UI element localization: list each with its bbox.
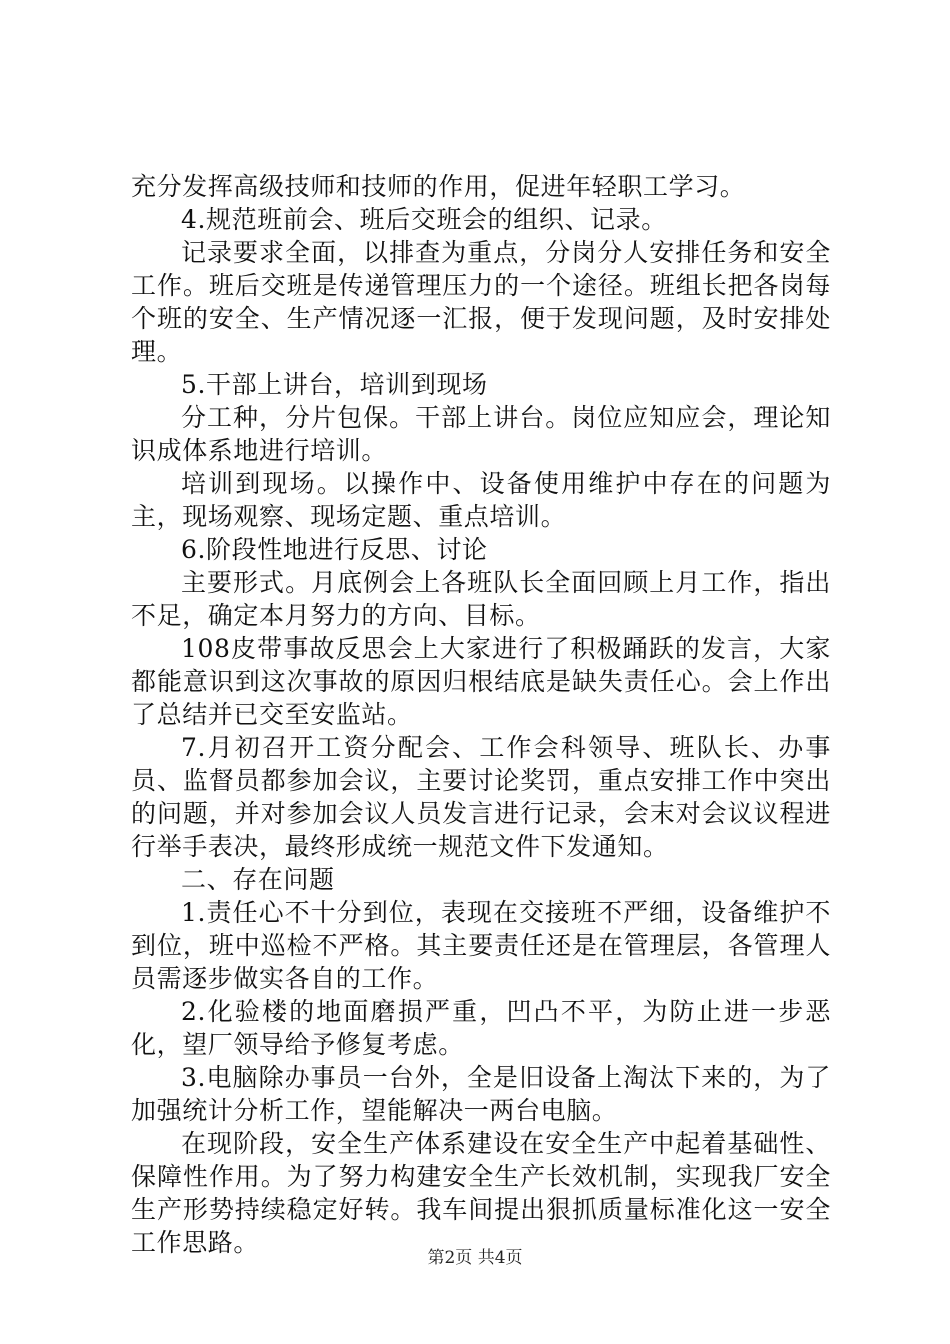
paragraph-13: 2.化验楼的地面磨损严重，凹凸不平，为防止进一步恶化，望厂领导给予修复考虑。 [131,997,831,1059]
paragraph-10: 7.月初召开工资分配会、工作会科领导、班队长、办事员、监督员都参加会议，主要讨论奖罚，重点安排工作中突出的问题，并对参加会议人员发言进行记录，会末对会议议程进行举手表决，最终形成统一规范文件下发通知。 [131,733,831,861]
paragraph-8: 主要形式。月底例会上各班队长全面回顾上月工作，指出不足，确定本月努力的方向、目标。 [131,568,831,630]
page-number-footer: 第2页 共4页 [427,1248,523,1268]
paragraph-7: 6.阶段性地进行反思、讨论 [181,535,488,564]
paragraph-5: 分工种，分片包保。干部上讲台。岗位应知应会，理论知识成体系地进行培训。 [131,403,831,465]
paragraph-2: 4.规范班前会、班后交班会的组织、记录。 [181,205,667,234]
paragraph-15: 在现阶段，安全生产体系建设在安全生产中起着基础性、保障性作用。为了努力构建安全生产长效机制，实现我厂安全生产形势持续稳定好转。我车间提出狠抓质量标准化这一安全工作思路。 [131,1129,831,1257]
paragraph-1: 充分发挥高级技师和技师的作用，促进年轻职工学习。 [131,172,746,201]
paragraph-14: 3.电脑除办事员一台外，全是旧设备上淘汰下来的，为了加强统计分析工作，望能解决一两台电脑。 [131,1063,831,1125]
paragraph-9: 108皮带事故反思会上大家进行了积极踊跃的发言，大家都能意识到这次事故的原因归根结底是缺失责任心。会上作出了总结并已交至安监站。 [131,634,831,729]
section-heading-problems: 二、存在问题 [181,865,335,894]
paragraph-6: 培训到现场。以操作中、设备使用维护中存在的问题为主，现场观察、现场定题、重点培训。 [131,469,831,531]
paragraph-12: 1.责任心不十分到位，表现在交接班不严细，设备维护不到位，班中巡检不严格。其主要责任还是在管理层，各管理人员需逐步做实各自的工作。 [131,898,831,993]
paragraph-3: 记录要求全面，以排查为重点，分岗分人安排任务和安全工作。班后交班是传递管理压力的一个途径。班组长把各岗每个班的安全、生产情况逐一汇报，便于发现问题，及时安排处理。 [131,238,831,366]
document-body [131,170,831,1259]
paragraph-4: 5.干部上讲台，培训到现场 [181,370,488,399]
